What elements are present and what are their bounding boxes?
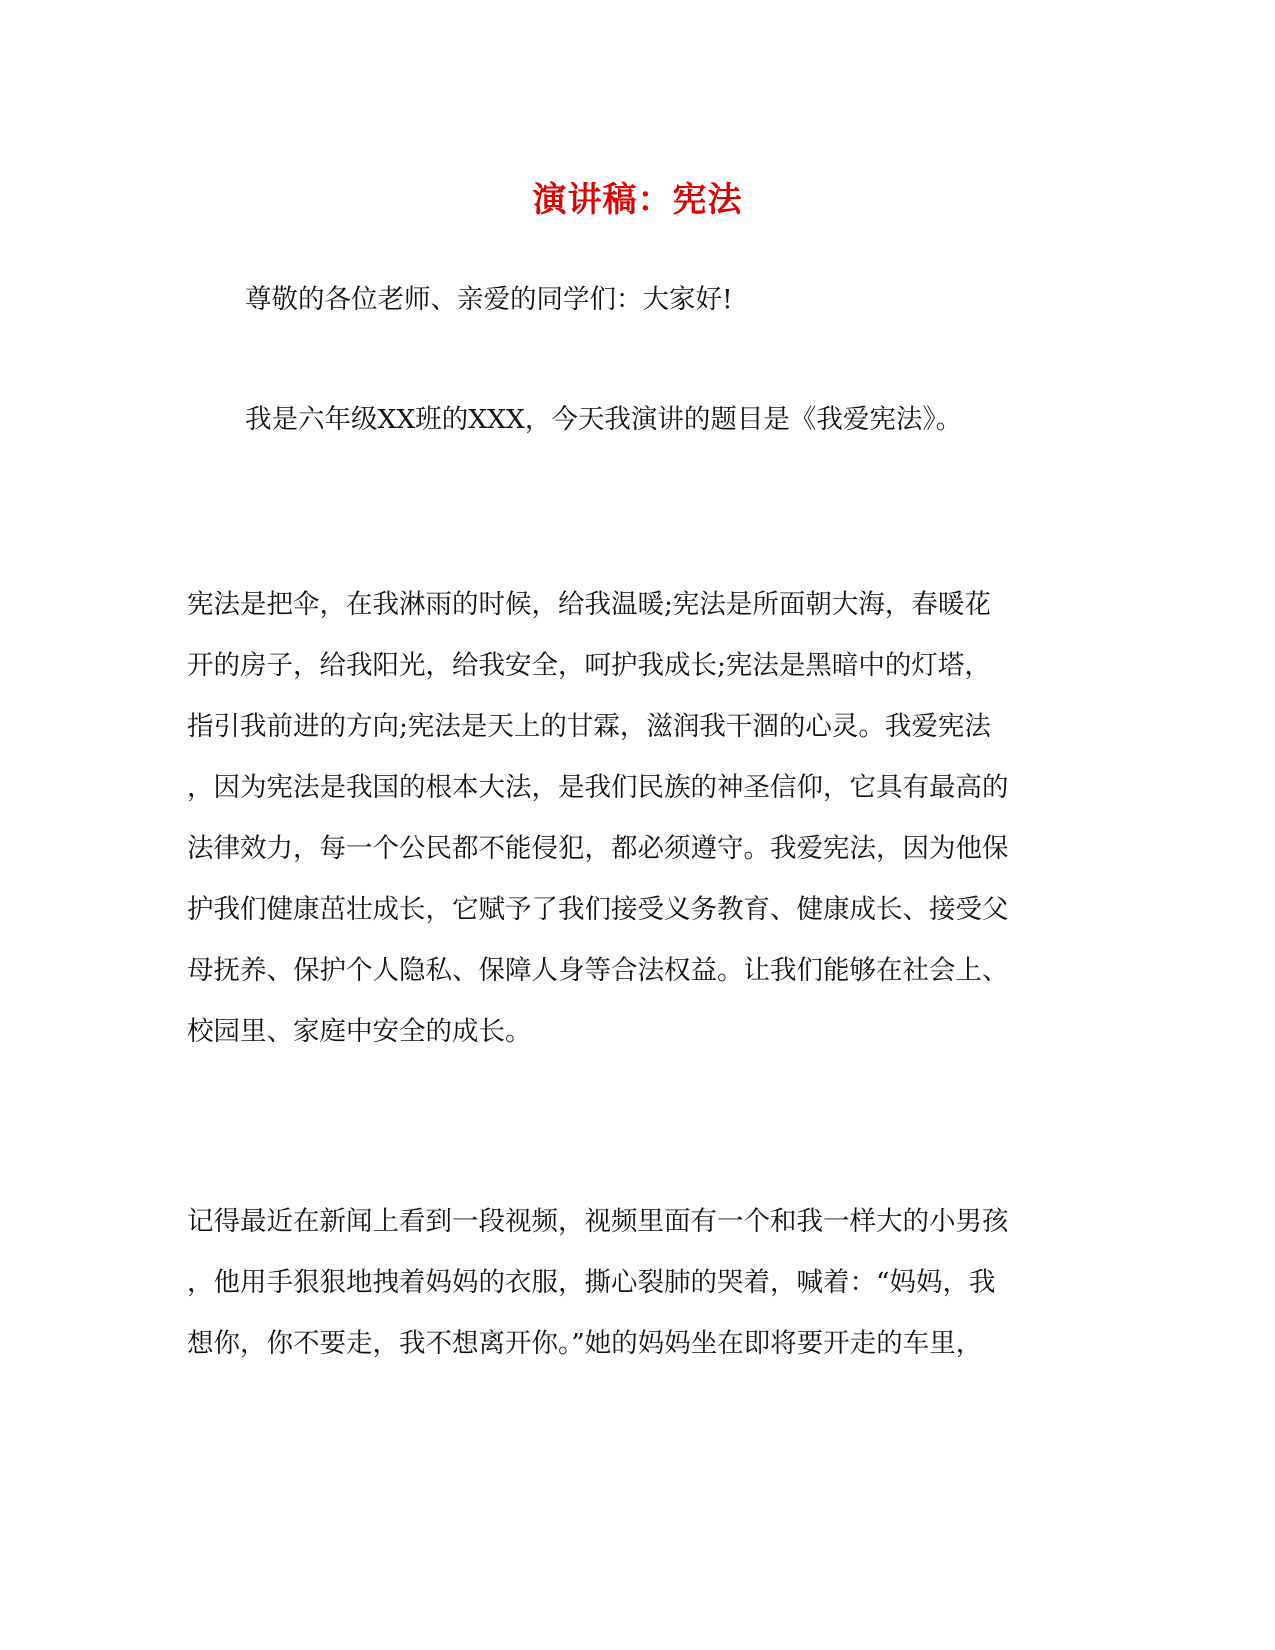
document-title: 演讲稿：宪法 bbox=[532, 180, 743, 220]
paragraph-line: 母抚养、保护个人隐私、保障人身等合法权益。让我们能够在社会上、 bbox=[187, 955, 1009, 986]
paragraph-line: 法律效力，每一个公民都不能侵犯，都必须遵守。我爱宪法，因为他保 bbox=[187, 833, 1009, 864]
greeting-line: 尊敬的各位老师、亲爱的同学们：大家好! bbox=[245, 284, 733, 315]
paragraph-line: 校园里、家庭中安全的成长。 bbox=[187, 1016, 532, 1047]
paragraph-line: 想你，你不要走，我不想离开你。”她的妈妈坐在即将要开走的车里， bbox=[187, 1328, 983, 1359]
paragraph-line: ，他用手狠狠地拽着妈妈的衣服，撕心裂肺的哭着，喊着：“妈妈，我 bbox=[187, 1267, 996, 1298]
paragraph-line: 护我们健康茁壮成长，它赋予了我们接受义务教育、健康成长、接受父 bbox=[187, 894, 1009, 925]
paragraph-line: 指引我前进的方向;宪法是天上的甘霖，滋润我干涸的心灵。我爱宪法 bbox=[187, 711, 991, 742]
intro-line: 我是六年级XX班的XXX，今天我演讲的题目是《我爱宪法》。 bbox=[245, 404, 963, 435]
paragraph-line: 记得最近在新闻上看到一段视频，视频里面有一个和我一样大的小男孩 bbox=[187, 1206, 1009, 1237]
paragraph-line: ，因为宪法是我国的根本大法，是我们民族的神圣信仰，它具有最高的 bbox=[187, 772, 1009, 803]
paragraph-line: 开的房子，给我阳光，给我安全，呵护我成长;宪法是黑暗中的灯塔， bbox=[187, 650, 991, 681]
paragraph-line: 宪法是把伞，在我淋雨的时候，给我温暖;宪法是所面朝大海，春暖花 bbox=[187, 589, 991, 620]
